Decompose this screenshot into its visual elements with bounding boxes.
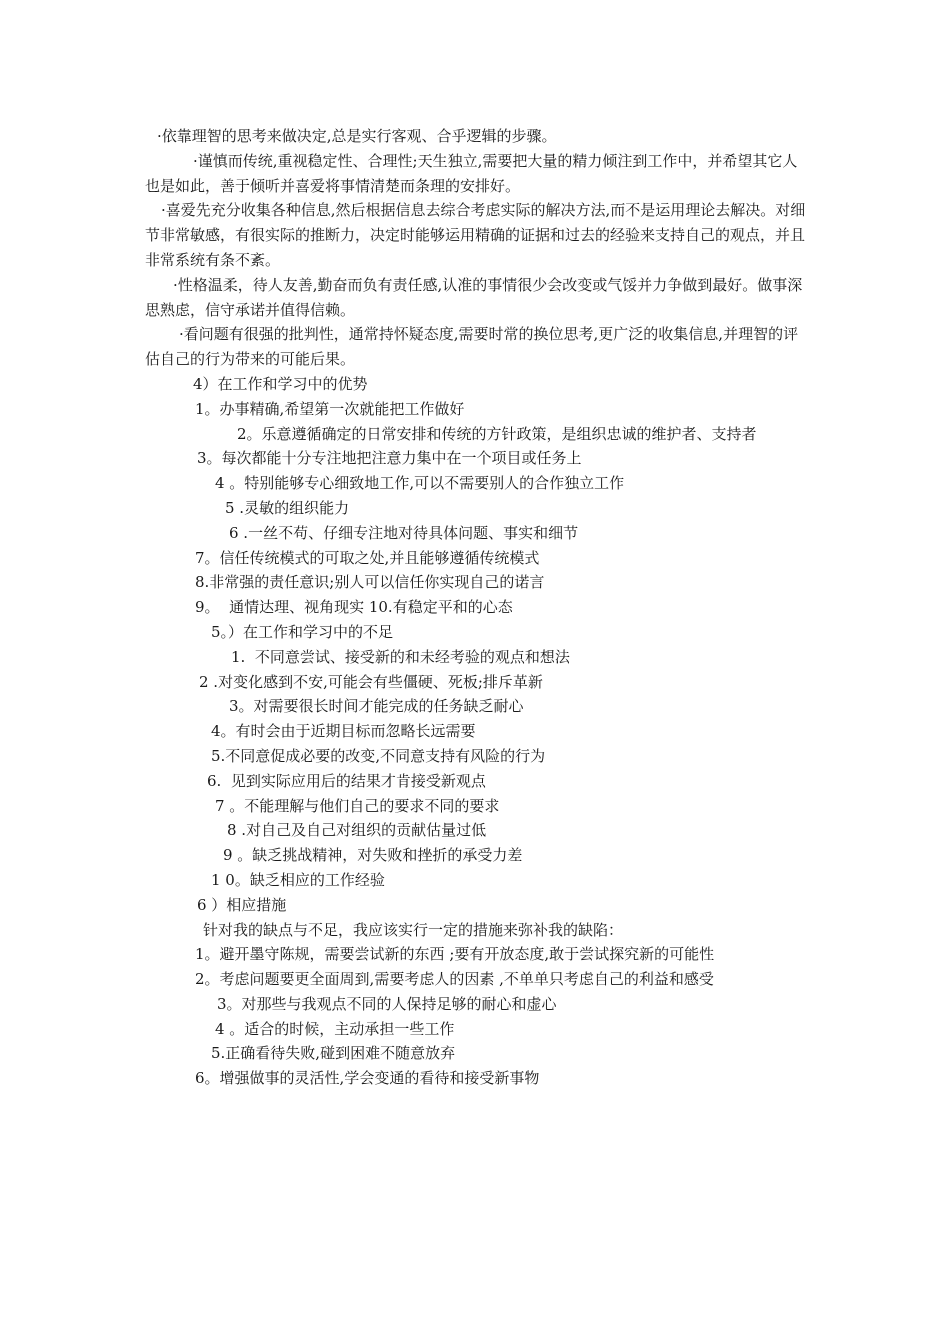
strength-item: 2。乐意遵循确定的日常安排和传统的方针政策，是组织忠诚的维护者、支持者 — [237, 424, 757, 443]
weakness-item: 2 .对变化感到不安,可能会有些僵硬、死板;排斥革新 — [199, 672, 543, 691]
document-body — [145, 124, 810, 1091]
trait-paragraph: ·喜爱先充分收集各种信息,然后根据信息去综合考虑实际的解决方法,而不是运用理论去解决。对细节非常敏感，有很实际的推断力，决定时能够运用精确的证据和过去的经验来支持自己的观点，并且非常系统有条不紊。 — [145, 201, 806, 269]
weakness-item: 8 .对自己及自己对组织的贡献估量过低 — [227, 821, 487, 840]
weakness-item: 1 0。缺乏相应的工作经验 — [211, 870, 385, 889]
measure-item: 3。对那些与我观点不同的人保持足够的耐心和虚心 — [217, 994, 557, 1013]
trait-paragraph: ·依靠理智的思考来做决定,总是实行客观、合乎逻辑的步骤。 — [157, 127, 557, 145]
weakness-item: 3。对需要很长时间才能完成的任务缺乏耐心 — [229, 697, 524, 716]
strength-item: 6 .一丝不苟、仔细专注地对待具体问题、事实和细节 — [229, 523, 579, 542]
trait-paragraph: ·谨慎而传统,重视稳定性、合理性;天生独立,需要把大量的精力倾注到工作中，并希望其它人也是如此，善于倾听并喜爱将事情清楚而条理的安排好。 — [145, 151, 798, 195]
strength-item: 4 。特别能够专心细致地工作,可以不需要别人的合作独立工作 — [215, 474, 625, 493]
strength-item: 5 .灵敏的组织能力 — [225, 498, 350, 517]
measures-intro: 针对我的缺点与不足，我应该实行一定的措施来弥补我的缺陷： — [203, 920, 624, 939]
weakness-item: 9 。缺乏挑战精神，对失败和挫折的承受力差 — [223, 846, 523, 865]
trait-paragraph: ·性格温柔，待人友善,勤奋而负有责任感,认准的事情很少会改变或气馁并力争做到最好。做事深思熟虑，信守承诺并值得信赖。 — [145, 275, 803, 319]
measures-heading: 6 ）相应措施 — [197, 895, 287, 914]
strength-item: 1。办事精确,希望第一次就能把工作做好 — [195, 399, 465, 418]
strength-item: 7。信任传统模式的可取之处,并且能够遵循传统模式 — [195, 548, 540, 567]
measure-item: 1。避开墨守陈规，需要尝试新的东西 ;要有开放态度,敢于尝试探究新的可能性 — [195, 945, 715, 964]
weaknesses-heading: 5。）在工作和学习中的不足 — [211, 622, 394, 641]
measure-item: 4 。适合的时候，主动承担一些工作 — [215, 1019, 455, 1038]
weakness-item: 5.不同意促成必要的改变,不同意支持有风险的行为 — [211, 746, 546, 765]
measure-item: 5.正确看待失败,碰到困难不随意放弃 — [211, 1044, 456, 1063]
measure-item: 6。增强做事的灵活性,学会变通的看待和接受新事物 — [195, 1069, 540, 1088]
weakness-item: 6. 见到实际应用后的结果才肯接受新观点 — [207, 771, 486, 790]
weakness-item: 1. 不同意尝试、接受新的和未经考验的观点和想法 — [231, 647, 570, 666]
strengths-heading: 4）在工作和学习中的优势 — [193, 374, 368, 393]
trait-paragraph: ·看问题有很强的批判性，通常持怀疑态度,需要时常的换位思考,更广泛的收集信息,并理智的评估自己的行为带来的可能后果。 — [145, 325, 799, 369]
weakness-item: 4。有时会由于近期目标而忽略长远需要 — [211, 722, 476, 741]
measure-item: 2。考虑问题要更全面周到,需要考虑人的因素 ,不单单只考虑自己的利益和感受 — [195, 970, 714, 989]
weakness-item: 7 。不能理解与他们自己的要求不同的要求 — [215, 796, 500, 815]
strength-item: 9。 通情达理、视角现实 10.有稳定平和的心态 — [195, 598, 513, 617]
strength-item: 8.非常强的责任意识;别人可以信任你实现自己的诺言 — [195, 573, 545, 592]
strength-item: 3。每次都能十分专注地把注意力集中在一个项目或任务上 — [197, 449, 582, 468]
